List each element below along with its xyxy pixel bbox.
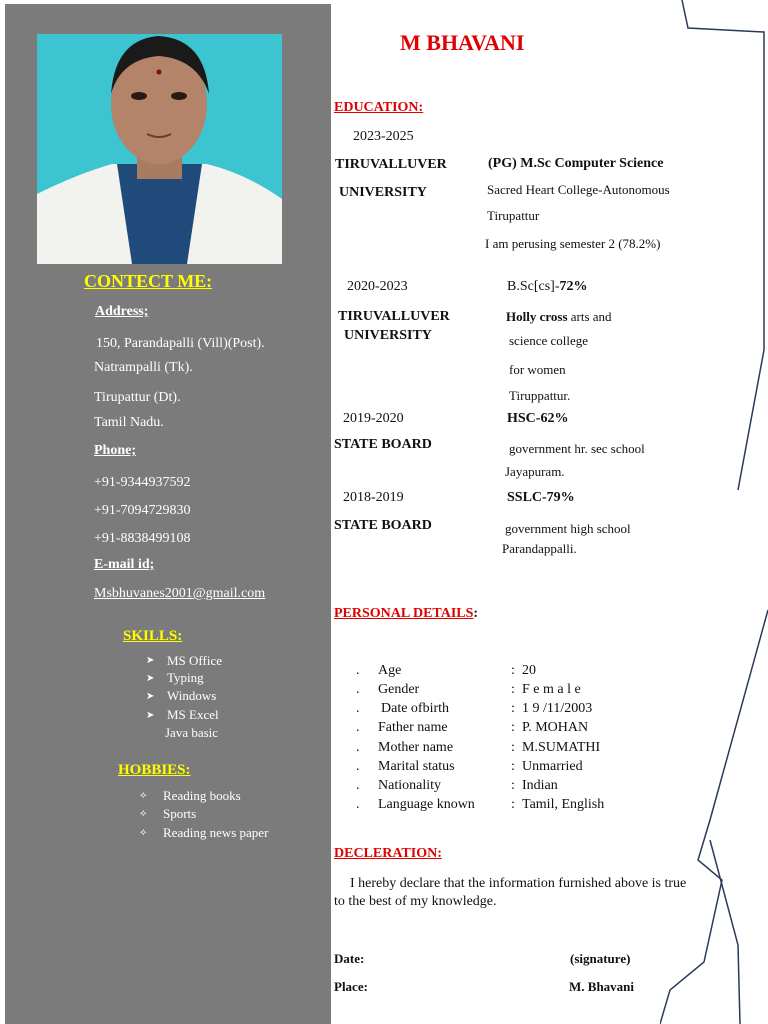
row-bullet-icon: . bbox=[356, 778, 360, 793]
personal-label: Mother name bbox=[378, 740, 454, 755]
place-label: Place: bbox=[334, 979, 368, 994]
personal-separator: : bbox=[511, 797, 515, 812]
edu-detail-rest: arts and bbox=[567, 309, 612, 324]
edu-detail: Jayapuram. bbox=[505, 464, 565, 479]
hobby-item: Reading news paper bbox=[163, 825, 269, 840]
row-bullet-icon: . bbox=[356, 797, 360, 812]
edu-board: UNIVERSITY bbox=[344, 328, 432, 343]
edu-course-prefix: B.Sc[cs]- bbox=[507, 279, 560, 294]
personal-label: Gender bbox=[378, 682, 420, 697]
contact-heading: CONTECT ME: bbox=[84, 271, 213, 291]
personal-value: Indian bbox=[522, 778, 558, 793]
hobbies-heading: HOBBIES: bbox=[118, 762, 191, 778]
personal-label: Father name bbox=[378, 720, 448, 735]
personal-separator: : bbox=[511, 682, 515, 697]
diamond-bullet-icon: ⟡ bbox=[140, 827, 147, 838]
edu-detail: I am perusing semester 2 (78.2%) bbox=[485, 236, 661, 251]
personal-separator: : bbox=[511, 663, 515, 678]
declaration-heading: DECLERATION: bbox=[334, 846, 442, 861]
row-bullet-icon: . bbox=[356, 682, 360, 697]
edu-course: (PG) M.Sc Computer Science bbox=[488, 156, 664, 171]
personal-value: P. MOHAN bbox=[522, 720, 589, 735]
arrow-bullet-icon: ➤ bbox=[146, 691, 155, 702]
signature-label: (signature) bbox=[570, 951, 631, 966]
edu-detail: government high school bbox=[505, 521, 631, 536]
edu-detail: Tiruppattur. bbox=[509, 388, 571, 403]
address-line-2: Natrampalli (Tk). bbox=[94, 360, 193, 375]
edu-detail: science college bbox=[509, 333, 589, 348]
edu-years: 2019-2020 bbox=[343, 411, 404, 426]
edu-course: HSC-62% bbox=[507, 411, 569, 426]
skill-item: MS Office bbox=[167, 653, 223, 668]
edu-detail: for women bbox=[509, 362, 566, 377]
arrow-bullet-icon: ➤ bbox=[146, 655, 155, 666]
personal-value: Tamil, English bbox=[522, 797, 605, 812]
edu-detail: Tirupattur bbox=[487, 208, 540, 223]
skill-item: Java basic bbox=[165, 725, 219, 740]
skill-item: Typing bbox=[167, 670, 204, 685]
hobby-item: Sports bbox=[163, 806, 197, 821]
personal-separator: : bbox=[511, 778, 515, 793]
row-bullet-icon: . bbox=[356, 759, 360, 774]
date-label: Date: bbox=[334, 951, 365, 966]
personal-separator: : bbox=[511, 701, 515, 716]
phone-label: Phone; bbox=[94, 443, 136, 458]
declaration-line-2: to the best of my knowledge. bbox=[334, 894, 497, 909]
personal-heading-text: PERSONAL DETAILS bbox=[334, 606, 474, 621]
row-bullet-icon: . bbox=[356, 720, 360, 735]
personal-label: Marital status bbox=[378, 759, 455, 774]
skill-item: Windows bbox=[167, 688, 217, 703]
phone-1: +91-9344937592 bbox=[94, 475, 191, 490]
personal-label: Nationality bbox=[378, 778, 441, 793]
personal-value: M.SUMATHI bbox=[522, 740, 601, 755]
edu-years: 2018-2019 bbox=[343, 490, 404, 505]
education-heading: EDUCATION: bbox=[334, 100, 424, 115]
personal-separator: : bbox=[511, 720, 515, 735]
address-line-1: 150, Parandapalli (Vill)(Post). bbox=[96, 336, 265, 351]
personal-label: Language known bbox=[378, 797, 475, 812]
personal-heading-suffix: : bbox=[473, 606, 479, 621]
email-link[interactable]: Msbhuvanes2001@gmail.com bbox=[94, 586, 266, 601]
arrow-bullet-icon: ➤ bbox=[146, 710, 155, 721]
row-bullet-icon: . bbox=[356, 740, 360, 755]
candidate-name: M BHAVANI bbox=[400, 30, 525, 55]
phone-2: +91-7094729830 bbox=[94, 503, 191, 518]
skill-item: MS Excel bbox=[167, 707, 219, 722]
edu-course: SSLC-79% bbox=[507, 490, 575, 505]
personal-value: Unmarried bbox=[522, 759, 583, 774]
profile-photo bbox=[37, 34, 282, 264]
edu-board: TIRUVALLUVER bbox=[335, 157, 447, 172]
personal-label: Date ofbirth bbox=[381, 701, 450, 716]
edu-detail bbox=[506, 309, 612, 325]
personal-separator: : bbox=[511, 759, 515, 774]
declaration-line-1: I hereby declare that the information furnished above is true bbox=[350, 876, 687, 891]
skills-heading: SKILLS: bbox=[123, 628, 183, 644]
personal-value: F e m a l e bbox=[522, 682, 581, 697]
address-line-4: Tamil Nadu. bbox=[94, 415, 164, 430]
personal-value: 20 bbox=[522, 663, 536, 678]
personal-label: Age bbox=[378, 663, 402, 678]
edu-years: 2020-2023 bbox=[347, 279, 408, 294]
edu-years: 2023-2025 bbox=[353, 129, 414, 144]
edu-board: STATE BOARD bbox=[334, 437, 432, 452]
signature-name: M. Bhavani bbox=[569, 979, 635, 994]
address-label: Address; bbox=[95, 304, 149, 319]
edu-course-score: 72% bbox=[559, 279, 588, 294]
personal-heading bbox=[334, 606, 478, 622]
edu-course bbox=[507, 279, 588, 295]
edu-detail-bold: Holly cross bbox=[506, 309, 568, 324]
edu-board: TIRUVALLUVER bbox=[338, 309, 450, 324]
edu-board: UNIVERSITY bbox=[339, 185, 427, 200]
diamond-bullet-icon: ⟡ bbox=[140, 790, 147, 801]
edu-detail: Parandappalli. bbox=[502, 541, 577, 556]
row-bullet-icon: . bbox=[356, 701, 360, 716]
edu-detail: Sacred Heart College-Autonomous bbox=[487, 182, 670, 197]
edu-board: STATE BOARD bbox=[334, 518, 432, 533]
email-label: E-mail id; bbox=[94, 557, 155, 572]
personal-separator: : bbox=[511, 740, 515, 755]
arrow-bullet-icon: ➤ bbox=[146, 673, 155, 684]
edu-detail: government hr. sec school bbox=[509, 441, 645, 456]
address-line-3: Tirupattur (Dt). bbox=[94, 390, 181, 405]
diamond-bullet-icon: ⟡ bbox=[140, 808, 147, 819]
phone-3: +91-8838499108 bbox=[94, 531, 191, 546]
profile-photo-illustration bbox=[37, 34, 282, 264]
decorative-border bbox=[660, 0, 768, 1024]
personal-value: 1 9 /11/2003 bbox=[522, 701, 593, 716]
row-bullet-icon: . bbox=[356, 663, 360, 678]
hobby-item: Reading books bbox=[163, 788, 241, 803]
